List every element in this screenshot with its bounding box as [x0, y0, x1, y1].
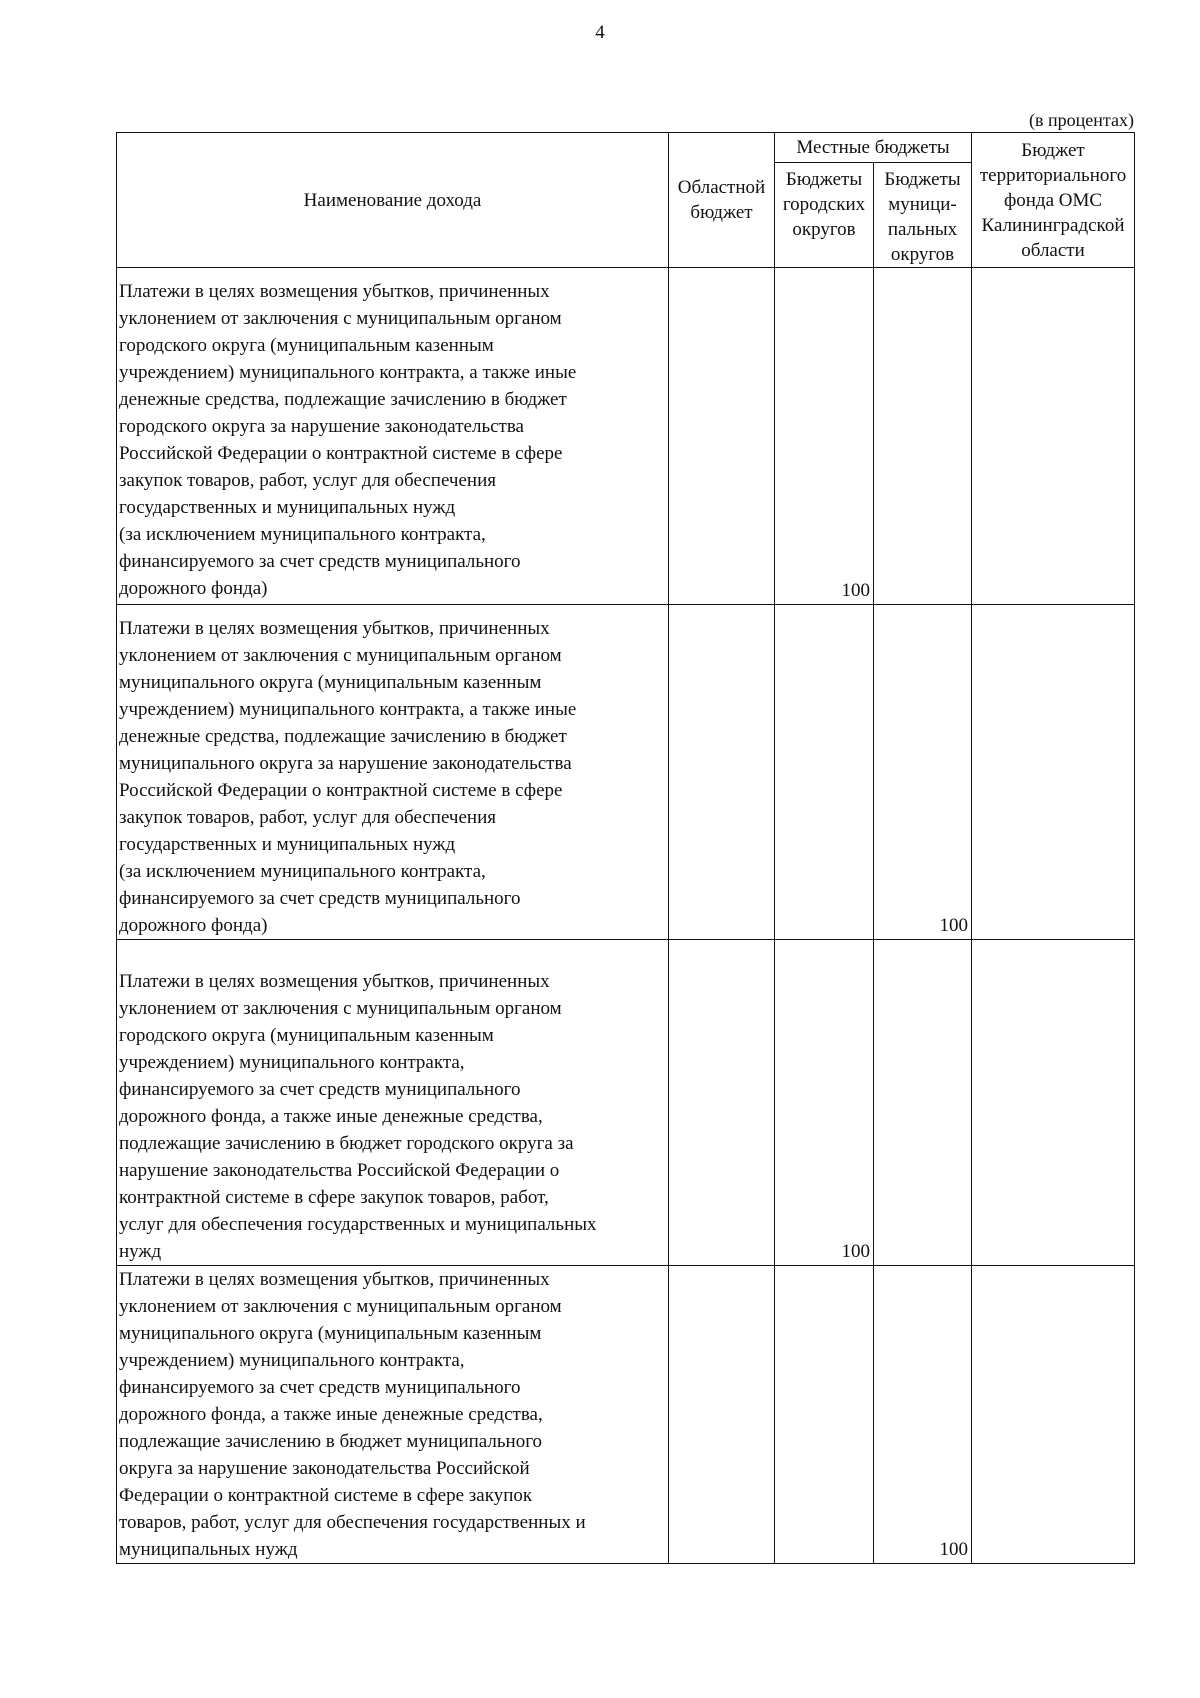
header-income-name: Наименование дохода: [117, 133, 669, 268]
regional-value-cell: [669, 605, 775, 940]
table-row: [117, 605, 1135, 940]
income-name-cell: Платежи в целях возмещения убытков, причиненных уклонением от заключения с муниципальным органом городского округа (муниципальным казенным учреждением) муниципального контракта, финансируемого за счет средств муниципального дорожного фонда, а также иные денежные средства, подлежащие зачислению в бюджет городского округа за нарушение законодательства Российской Федерации о контрактной системе в сфере закупок товаров, работ, услуг для обеспечения государственных и муниципальных нужд: [117, 940, 669, 1266]
income-name-cell: Платежи в целях возмещения убытков, причиненных уклонением от заключения с муниципальным органом муниципального округа (муниципальным казенным учреждением) муниципального контракта, финансируемого за счет средств муниципального дорожного фонда, а также иные денежные средства, подлежащие зачислению в бюджет муниципального округа за нарушение законодательства Российской Федерации о контрактной системе в сфере закупок товаров, работ, услуг для обеспечения государственных и муниципальных нужд: [117, 1266, 669, 1564]
header-local-budgets: Местные бюджеты: [775, 133, 972, 163]
municipal-districts-value-cell: [874, 940, 972, 1266]
city-districts-value-cell: [775, 605, 874, 940]
page-number: 4: [595, 22, 605, 43]
header-oms-fund-budget: Бюджет территориального фонда ОМС Калининградской области: [972, 133, 1135, 268]
municipal-districts-value-cell: 100: [874, 605, 972, 940]
header-municipal-districts: Бюджеты муници- пальных округов: [874, 163, 972, 268]
income-name-cell: Платежи в целях возмещения убытков, причиненных уклонением от заключения с муниципальным органом городского округа (муниципальным казенным учреждением) муниципального контракта, а также иные денежные средства, подлежащие зачислению в бюджет городского округа за нарушение законодательства Российской Федерации о контрактной системе в сфере закупок товаров, работ, услуг для обеспечения государственных и муниципальных нужд (за исключением муниципального контракта, финансируемого за счет средств муниципального дорожного фонда): [117, 268, 669, 605]
regional-value-cell: [669, 1266, 775, 1564]
regional-value-cell: [669, 268, 775, 605]
city-districts-value-cell: 100: [775, 940, 874, 1266]
table-row: [117, 1266, 1135, 1564]
income-name-cell: Платежи в целях возмещения убытков, причиненных уклонением от заключения с муниципальным органом муниципального округа (муниципальным казенным учреждением) муниципального контракта, а также иные денежные средства, подлежащие зачислению в бюджет муниципального округа за нарушение законодательства Российской Федерации о контрактной системе в сфере закупок товаров, работ, услуг для обеспечения государственных и муниципальных нужд (за исключением муниципального контракта, финансируемого за счет средств муниципального дорожного фонда): [117, 605, 669, 940]
oms-fund-value-cell: [972, 1266, 1135, 1564]
header-city-districts: Бюджеты городских округов: [775, 163, 874, 268]
table-row: [117, 940, 1135, 1266]
municipal-districts-value-cell: 100: [874, 1266, 972, 1564]
oms-fund-value-cell: [972, 940, 1135, 1266]
units-note: (в процентах): [1029, 110, 1134, 130]
table-row: [117, 268, 1135, 605]
table-header: [117, 133, 1135, 268]
city-districts-value-cell: 100: [775, 268, 874, 605]
regional-value-cell: [669, 940, 775, 1266]
header-regional-budget: Областной бюджет: [669, 133, 775, 268]
oms-fund-value-cell: [972, 605, 1135, 940]
oms-fund-value-cell: [972, 268, 1135, 605]
revenue-distribution-table: [116, 132, 1135, 1564]
municipal-districts-value-cell: [874, 268, 972, 605]
city-districts-value-cell: [775, 1266, 874, 1564]
